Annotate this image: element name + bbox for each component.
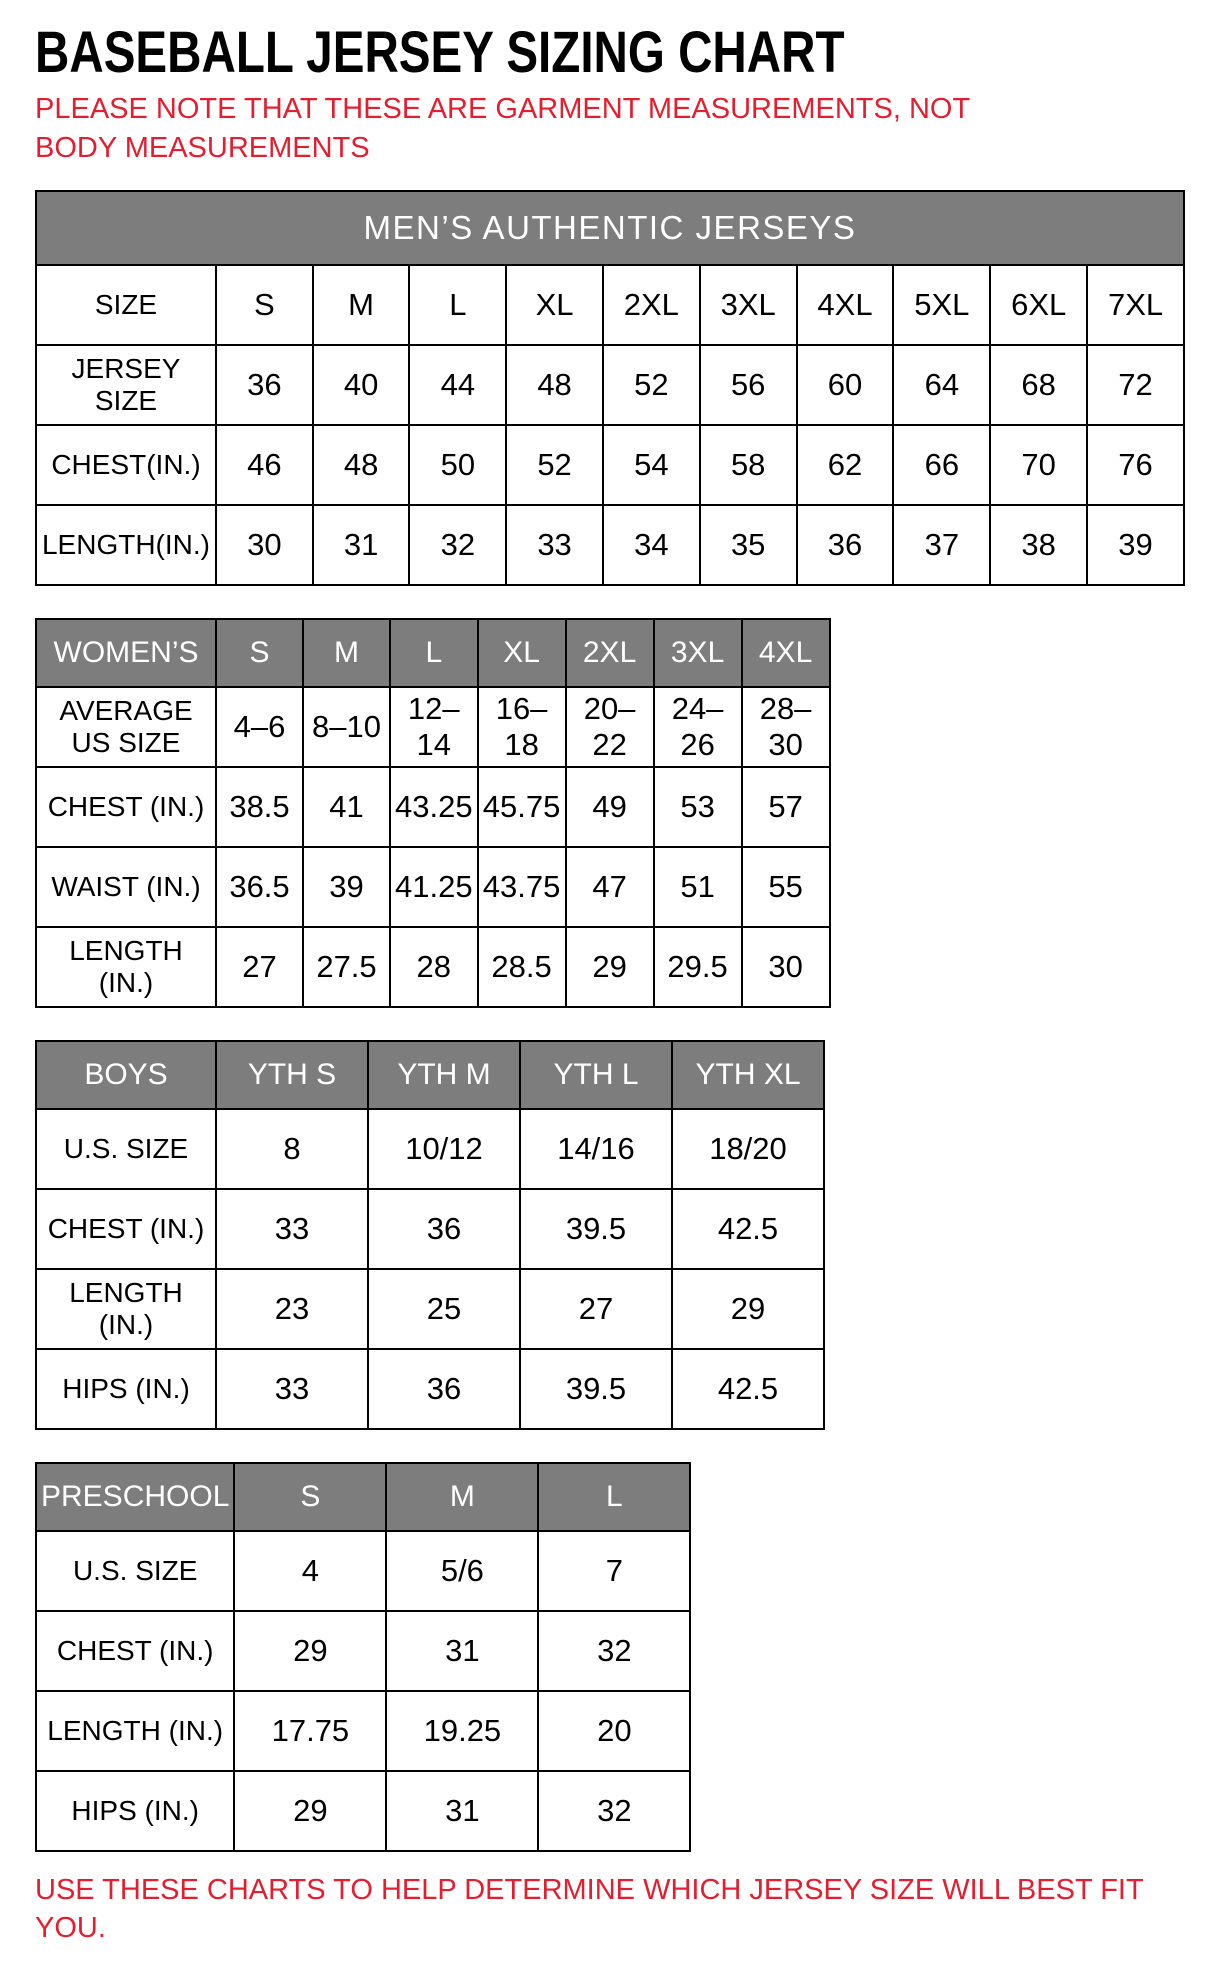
mens-value-cell: 72: [1087, 345, 1184, 425]
mens-header-cell: 6XL: [990, 265, 1087, 345]
womens-data-row: [36, 847, 830, 927]
womens-row-label: CHEST (IN.): [36, 767, 216, 847]
footer-note: USE THESE CHARTS TO HELP DETERMINE WHICH JERSEY SIZE WILL BEST FIT YOU.: [35, 1874, 1144, 1944]
boys-row-label: HIPS (IN.): [36, 1349, 216, 1429]
preschool-row-label: CHEST (IN.): [36, 1611, 234, 1691]
preschool-value-cell: 29: [234, 1771, 386, 1851]
preschool-row-label: LENGTH (IN.): [36, 1691, 234, 1771]
mens-data-row: [36, 345, 1184, 425]
boys-value-cell: 36: [368, 1349, 520, 1429]
womens-value-cell: 30: [742, 927, 830, 1007]
mens-value-cell: 34: [603, 505, 700, 585]
boys-value-cell: 42.5: [672, 1189, 824, 1269]
mens-value-cell: 37: [893, 505, 990, 585]
womens-value-cell: 43.75: [478, 847, 566, 927]
mens-value-cell: 52: [506, 425, 603, 505]
preschool-value-cell: 5/6: [386, 1531, 538, 1611]
boys-row-label: CHEST (IN.): [36, 1189, 216, 1269]
boys-value-cell: 10/12: [368, 1109, 520, 1189]
boys-value-cell: 33: [216, 1349, 368, 1429]
boys-value-cell: 23: [216, 1269, 368, 1349]
mens-header-cell: 7XL: [1087, 265, 1184, 345]
mens-value-cell: 32: [409, 505, 506, 585]
boys-header-cell: BOYS: [36, 1041, 216, 1109]
preschool-value-cell: 4: [234, 1531, 386, 1611]
womens-value-cell: 27.5: [303, 927, 390, 1007]
preschool-data-row: [36, 1691, 690, 1771]
mens-value-cell: 46: [216, 425, 313, 505]
womens-value-cell: 28.5: [478, 927, 566, 1007]
preschool-data-row: [36, 1531, 690, 1611]
mens-data-row: [36, 425, 1184, 505]
preschool-value-cell: 29: [234, 1611, 386, 1691]
boys-header-cell: YTH M: [368, 1041, 520, 1109]
boys-row-label: LENGTH (IN.): [36, 1269, 216, 1349]
mens-header-cell: SIZE: [36, 265, 216, 345]
preschool-value-cell: 17.75: [234, 1691, 386, 1771]
mens-value-cell: 33: [506, 505, 603, 585]
womens-value-cell: 38.5: [216, 767, 303, 847]
womens-value-cell: 28: [390, 927, 478, 1007]
preschool-row-label: U.S. SIZE: [36, 1531, 234, 1611]
womens-value-cell: 41.25: [390, 847, 478, 927]
womens-header-row: [36, 619, 830, 687]
mens-header-cell: L: [409, 265, 506, 345]
womens-value-cell: 8–10: [303, 687, 390, 767]
mens-value-cell: 66: [893, 425, 990, 505]
womens-value-cell: 39: [303, 847, 390, 927]
womens-value-cell: 41: [303, 767, 390, 847]
preschool-value-cell: 19.25: [386, 1691, 538, 1771]
boys-data-row: [36, 1349, 824, 1429]
boys-header-cell: YTH XL: [672, 1041, 824, 1109]
womens-row-label: AVERAGE US SIZE: [36, 687, 216, 767]
mens-value-cell: 44: [409, 345, 506, 425]
boys-size-table: [35, 1040, 825, 1430]
mens-value-cell: 36: [216, 345, 313, 425]
boys-value-cell: 25: [368, 1269, 520, 1349]
womens-value-cell: 16–18: [478, 687, 566, 767]
page-title: BASEBALL JERSEY SIZING CHART: [35, 20, 845, 85]
womens-size-table: [35, 618, 831, 1008]
mens-authentic-jerseys-table: [35, 190, 1185, 586]
preschool-value-cell: 32: [538, 1771, 690, 1851]
preschool-sizing-table: [35, 1462, 1185, 1852]
boys-value-cell: 14/16: [520, 1109, 672, 1189]
mens-banner: MEN’S AUTHENTIC JERSEYS: [36, 191, 1184, 265]
womens-header-cell: S: [216, 619, 303, 687]
mens-value-cell: 68: [990, 345, 1087, 425]
mens-header-cell: 2XL: [603, 265, 700, 345]
mens-value-cell: 38: [990, 505, 1087, 585]
mens-data-row: [36, 505, 1184, 585]
mens-value-cell: 48: [313, 425, 410, 505]
womens-value-cell: 57: [742, 767, 830, 847]
mens-header-cell: XL: [506, 265, 603, 345]
mens-header-cell: 3XL: [700, 265, 797, 345]
womens-value-cell: 43.25: [390, 767, 478, 847]
womens-value-cell: 27: [216, 927, 303, 1007]
mens-value-cell: 52: [603, 345, 700, 425]
womens-row-label: LENGTH (IN.): [36, 927, 216, 1007]
boys-value-cell: 39.5: [520, 1189, 672, 1269]
boys-value-cell: 27: [520, 1269, 672, 1349]
mens-value-cell: 30: [216, 505, 313, 585]
boys-header-row: [36, 1041, 824, 1109]
womens-value-cell: 55: [742, 847, 830, 927]
boys-value-cell: 18/20: [672, 1109, 824, 1189]
mens-header-cell: S: [216, 265, 313, 345]
mens-header-cell: 5XL: [893, 265, 990, 345]
womens-value-cell: 29.5: [654, 927, 742, 1007]
womens-header-cell: 4XL: [742, 619, 830, 687]
womens-value-cell: 45.75: [478, 767, 566, 847]
preschool-value-cell: 20: [538, 1691, 690, 1771]
preschool-data-row: [36, 1771, 690, 1851]
womens-value-cell: 29: [566, 927, 654, 1007]
womens-header-cell: XL: [478, 619, 566, 687]
womens-value-cell: 24–26: [654, 687, 742, 767]
mens-value-cell: 39: [1087, 505, 1184, 585]
mens-row-label: CHEST(IN.): [36, 425, 216, 505]
womens-header-cell: WOMEN’S: [36, 619, 216, 687]
mens-header-cell: M: [313, 265, 410, 345]
boys-value-cell: 29: [672, 1269, 824, 1349]
mens-size-table: [35, 190, 1185, 586]
preschool-value-cell: 31: [386, 1611, 538, 1691]
womens-value-cell: 53: [654, 767, 742, 847]
mens-row-label: JERSEY SIZE: [36, 345, 216, 425]
mens-value-cell: 60: [797, 345, 894, 425]
preschool-size-table: [35, 1462, 691, 1852]
womens-header-cell: M: [303, 619, 390, 687]
preschool-data-row: [36, 1611, 690, 1691]
womens-header-cell: 3XL: [654, 619, 742, 687]
boys-data-row: [36, 1189, 824, 1269]
mens-value-cell: 40: [313, 345, 410, 425]
preschool-row-label: HIPS (IN.): [36, 1771, 234, 1851]
boys-header-cell: YTH S: [216, 1041, 368, 1109]
mens-row-label: LENGTH(IN.): [36, 505, 216, 585]
mens-header-cell: 4XL: [797, 265, 894, 345]
womens-sizing-table: [35, 618, 1185, 1008]
mens-value-cell: 54: [603, 425, 700, 505]
mens-value-cell: 36: [797, 505, 894, 585]
mens-value-cell: 35: [700, 505, 797, 585]
womens-header-cell: 2XL: [566, 619, 654, 687]
boys-header-cell: YTH L: [520, 1041, 672, 1109]
womens-value-cell: 28–30: [742, 687, 830, 767]
womens-value-cell: 12–14: [390, 687, 478, 767]
womens-header-cell: L: [390, 619, 478, 687]
boys-value-cell: 39.5: [520, 1349, 672, 1429]
boys-value-cell: 42.5: [672, 1349, 824, 1429]
womens-data-row: [36, 687, 830, 767]
mens-value-cell: 50: [409, 425, 506, 505]
womens-data-row: [36, 767, 830, 847]
boys-data-row: [36, 1269, 824, 1349]
mens-value-cell: 62: [797, 425, 894, 505]
preschool-header-cell: PRESCHOOL: [36, 1463, 234, 1531]
mens-value-cell: 48: [506, 345, 603, 425]
mens-value-cell: 64: [893, 345, 990, 425]
womens-row-label: WAIST (IN.): [36, 847, 216, 927]
garment-measurements-note: PLEASE NOTE THAT THESE ARE GARMENT MEASUREMENTS, NOT BODY MEASUREMENTS: [35, 93, 970, 165]
womens-value-cell: 49: [566, 767, 654, 847]
mens-value-cell: 58: [700, 425, 797, 505]
boys-value-cell: 36: [368, 1189, 520, 1269]
womens-value-cell: 36.5: [216, 847, 303, 927]
mens-value-cell: 31: [313, 505, 410, 585]
boys-value-cell: 8: [216, 1109, 368, 1189]
preschool-header-cell: M: [386, 1463, 538, 1531]
preschool-header-cell: L: [538, 1463, 690, 1531]
mens-value-cell: 76: [1087, 425, 1184, 505]
womens-data-row: [36, 927, 830, 1007]
mens-value-cell: 56: [700, 345, 797, 425]
preschool-header-cell: S: [234, 1463, 386, 1531]
womens-value-cell: 20–22: [566, 687, 654, 767]
womens-value-cell: 4–6: [216, 687, 303, 767]
mens-header-row: [36, 265, 1184, 345]
preschool-value-cell: 32: [538, 1611, 690, 1691]
boys-data-row: [36, 1109, 824, 1189]
womens-value-cell: 51: [654, 847, 742, 927]
mens-value-cell: 70: [990, 425, 1087, 505]
preschool-header-row: [36, 1463, 690, 1531]
womens-value-cell: 47: [566, 847, 654, 927]
preschool-value-cell: 31: [386, 1771, 538, 1851]
boys-row-label: U.S. SIZE: [36, 1109, 216, 1189]
preschool-value-cell: 7: [538, 1531, 690, 1611]
boys-value-cell: 33: [216, 1189, 368, 1269]
boys-sizing-table: [35, 1040, 1185, 1430]
